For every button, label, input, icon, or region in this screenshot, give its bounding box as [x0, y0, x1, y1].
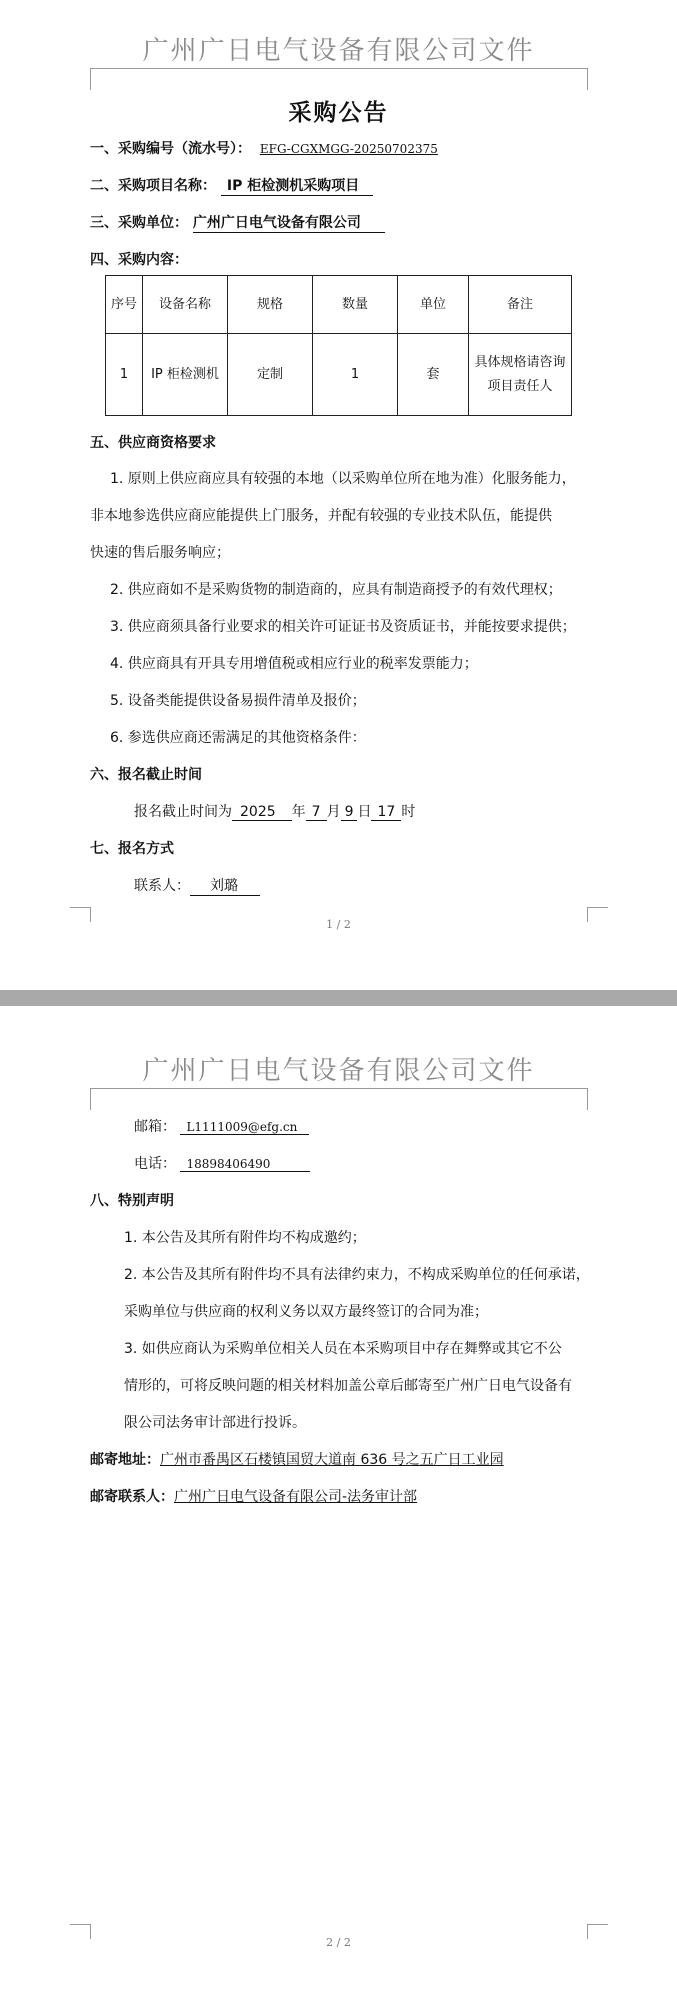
- deadline-day-unit: 日: [357, 804, 372, 820]
- section-supplier-requirements: 五、供应商资格要求: [90, 435, 216, 451]
- requirement-line: 快速的售后服务响应；: [90, 545, 230, 561]
- section-registration-method: 七、报名方式: [90, 841, 174, 857]
- section-procurement-content: 四、采购内容：: [90, 252, 188, 268]
- header-rule: [90, 68, 587, 69]
- cell-unit: 套: [398, 334, 469, 416]
- mail-address-label: 邮寄地址：: [90, 1452, 160, 1468]
- cell-note: 具体规格请咨询项目责任人: [469, 334, 572, 416]
- section-procurement-unit: [90, 212, 385, 233]
- requirement-line: 非本地参选供应商应能提供上门服务，并配有较强的专业技术队伍，能提供: [90, 508, 552, 524]
- mail-address-value: 广州市番禺区石楼镇国贸大道南 636 号之五广日工业园: [160, 1452, 504, 1468]
- th-unit: 单位: [398, 276, 469, 334]
- cell-qty: 1: [313, 334, 398, 416]
- cell-name: IP 柜检测机: [143, 334, 228, 416]
- deadline-day: 9: [341, 804, 358, 821]
- table-header-row: [106, 276, 572, 334]
- statement-line: 3. 如供应商认为采购单位相关人员在本采购项目中存在舞弊或其它不公: [124, 1341, 562, 1357]
- registration-contact: [134, 875, 260, 896]
- header-tick-left: [90, 68, 91, 90]
- mail-contact-label: 邮寄联系人：: [90, 1489, 174, 1505]
- th-note: 备注: [469, 276, 572, 334]
- procurement-number-value: EFG-CGXMGG-20250702375: [259, 142, 438, 156]
- cell-spec: 定制: [228, 334, 313, 416]
- procurement-items-table: [105, 275, 572, 416]
- document-title: 采购公告: [288, 100, 389, 126]
- page-number: 2 / 2: [326, 1936, 351, 1949]
- section-registration-deadline: 六、报名截止时间: [90, 767, 202, 783]
- deadline-year: 2025: [232, 804, 292, 821]
- header-tick-right: [587, 1088, 588, 1110]
- email-line: [134, 1116, 309, 1136]
- phone-label: 电话：: [134, 1156, 176, 1172]
- requirement-line: 4. 供应商具有开具专用增值税或相应行业的税率发票能力；: [110, 656, 478, 672]
- deadline-year-unit: 年: [291, 804, 306, 820]
- deadline-prefix: 报名截止时间为: [134, 804, 232, 820]
- th-name: 设备名称: [143, 276, 228, 334]
- contact-label: 联系人：: [134, 878, 190, 894]
- procurement-unit-value: 广州广日电气设备有限公司: [193, 212, 385, 233]
- requirement-line: 2. 供应商如不是采购货物的制造商的，应具有制造商授予的有效代理权；: [110, 582, 562, 598]
- email-value: L1111009@efg.cn: [180, 1120, 309, 1135]
- document-page-2: [0, 1006, 677, 2002]
- document-page-1: [0, 0, 677, 990]
- registration-deadline-text: [134, 801, 415, 821]
- page-number: 1 / 2: [326, 918, 351, 931]
- th-no: 序号: [106, 276, 143, 334]
- deadline-hour-unit: 时: [401, 804, 416, 820]
- phone-value: 18898406490: [180, 1157, 310, 1172]
- deadline-month: 7: [306, 804, 327, 821]
- th-spec: 规格: [228, 276, 313, 334]
- statement-line: 限公司法务审计部进行投诉。: [124, 1415, 306, 1431]
- requirement-line: 5. 设备类能提供设备易损件清单及报价；: [110, 693, 366, 709]
- mail-address-line: [90, 1449, 504, 1469]
- procurement-number-label: 一、采购编号（流水号）：: [90, 141, 251, 157]
- mail-contact-value: 广州广日电气设备有限公司-法务审计部: [174, 1489, 418, 1505]
- requirement-line: 6. 参选供应商还需满足的其他资格条件：: [110, 730, 366, 746]
- requirement-line: 1. 原则上供应商应具有较强的本地（以采购单位所在地为准）化服务能力，: [110, 471, 576, 487]
- page-separator: [0, 990, 677, 1006]
- contact-name: 刘璐: [190, 875, 260, 896]
- header-rule: [90, 1088, 587, 1089]
- email-label: 邮箱：: [134, 1119, 176, 1135]
- section-project-name: [90, 175, 373, 196]
- table-row: [106, 334, 572, 416]
- statement-line: 2. 本公告及其所有附件均不具有法律约束力，不构成采购单位的任何承诺，: [124, 1267, 590, 1283]
- requirement-line: 3. 供应商须具备行业要求的相关许可证证书及资质证书，并能按要求提供；: [110, 619, 576, 635]
- company-doc-header: 广州广日电气设备有限公司文件: [142, 36, 535, 66]
- statement-line: 1. 本公告及其所有附件均不构成邀约；: [124, 1230, 366, 1246]
- header-tick-left: [90, 1088, 91, 1110]
- section-special-statement: 八、特别声明: [90, 1193, 174, 1209]
- cell-no: 1: [106, 334, 143, 416]
- th-qty: 数量: [313, 276, 398, 334]
- deadline-month-unit: 月: [326, 804, 341, 820]
- company-doc-header: 广州广日电气设备有限公司文件: [142, 1056, 535, 1086]
- statement-line: 采购单位与供应商的权利义务以双方最终签订的合同为准；: [124, 1304, 488, 1320]
- phone-line: [134, 1153, 310, 1173]
- mail-contact-line: [90, 1486, 417, 1506]
- deadline-hour: 17: [371, 804, 401, 821]
- project-name-label: 二、采购项目名称：: [90, 178, 216, 194]
- header-tick-right: [587, 68, 588, 90]
- procurement-unit-label: 三、采购单位：: [90, 215, 188, 231]
- section-procurement-number: [90, 138, 438, 158]
- statement-line: 情形的，可将反映问题的相关材料加盖公章后邮寄至广州广日电气设备有: [124, 1378, 572, 1394]
- project-name-value: IP 柜检测机采购项目: [221, 175, 373, 196]
